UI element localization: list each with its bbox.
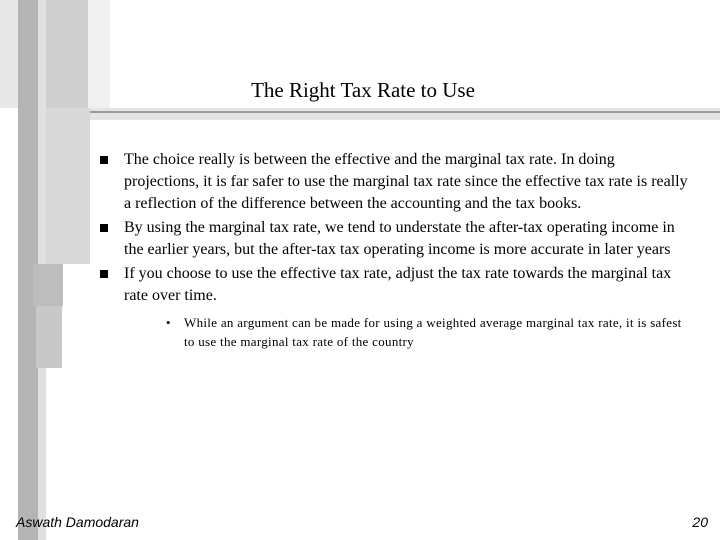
footer-author: Aswath Damodaran [16,514,139,530]
page-number: 20 [692,514,708,530]
bullet-text: By using the marginal tax rate, we tend to understate the after-tax operating income in the earlier years, but the after-tax tax operating income is more accurate in later years [124,219,675,258]
bullet-item [96,263,692,351]
bullet-text: If you choose to use the effective tax rate, adjust the tax rate towards the marginal tax rate over time. [124,265,672,304]
decor-block [36,306,62,368]
sub-bullet-text: While an argument can be made for using a weighted average marginal tax rate, it is safest to use the marginal tax rate of the country [184,315,682,349]
decor-block [33,264,63,306]
bullet-item [96,217,692,261]
bullet-text: The choice really is between the effective and the marginal tax rate. In doing projections, it is far safer to use the marginal tax rate since the effective tax rate is really a reflection of the difference between the accounting and the tax books. [124,151,688,212]
slide-title: The Right Tax Rate to Use [251,78,475,102]
title-divider-band [90,108,720,120]
square-bullet-icon [100,270,108,278]
title-divider [90,111,720,113]
decor-block [88,0,110,108]
bullet-item [96,149,692,215]
square-bullet-icon [100,156,108,164]
dot-bullet-icon: • [166,315,171,330]
sub-bullet-item [124,313,692,351]
square-bullet-icon [100,224,108,232]
bullet-list [96,149,692,353]
